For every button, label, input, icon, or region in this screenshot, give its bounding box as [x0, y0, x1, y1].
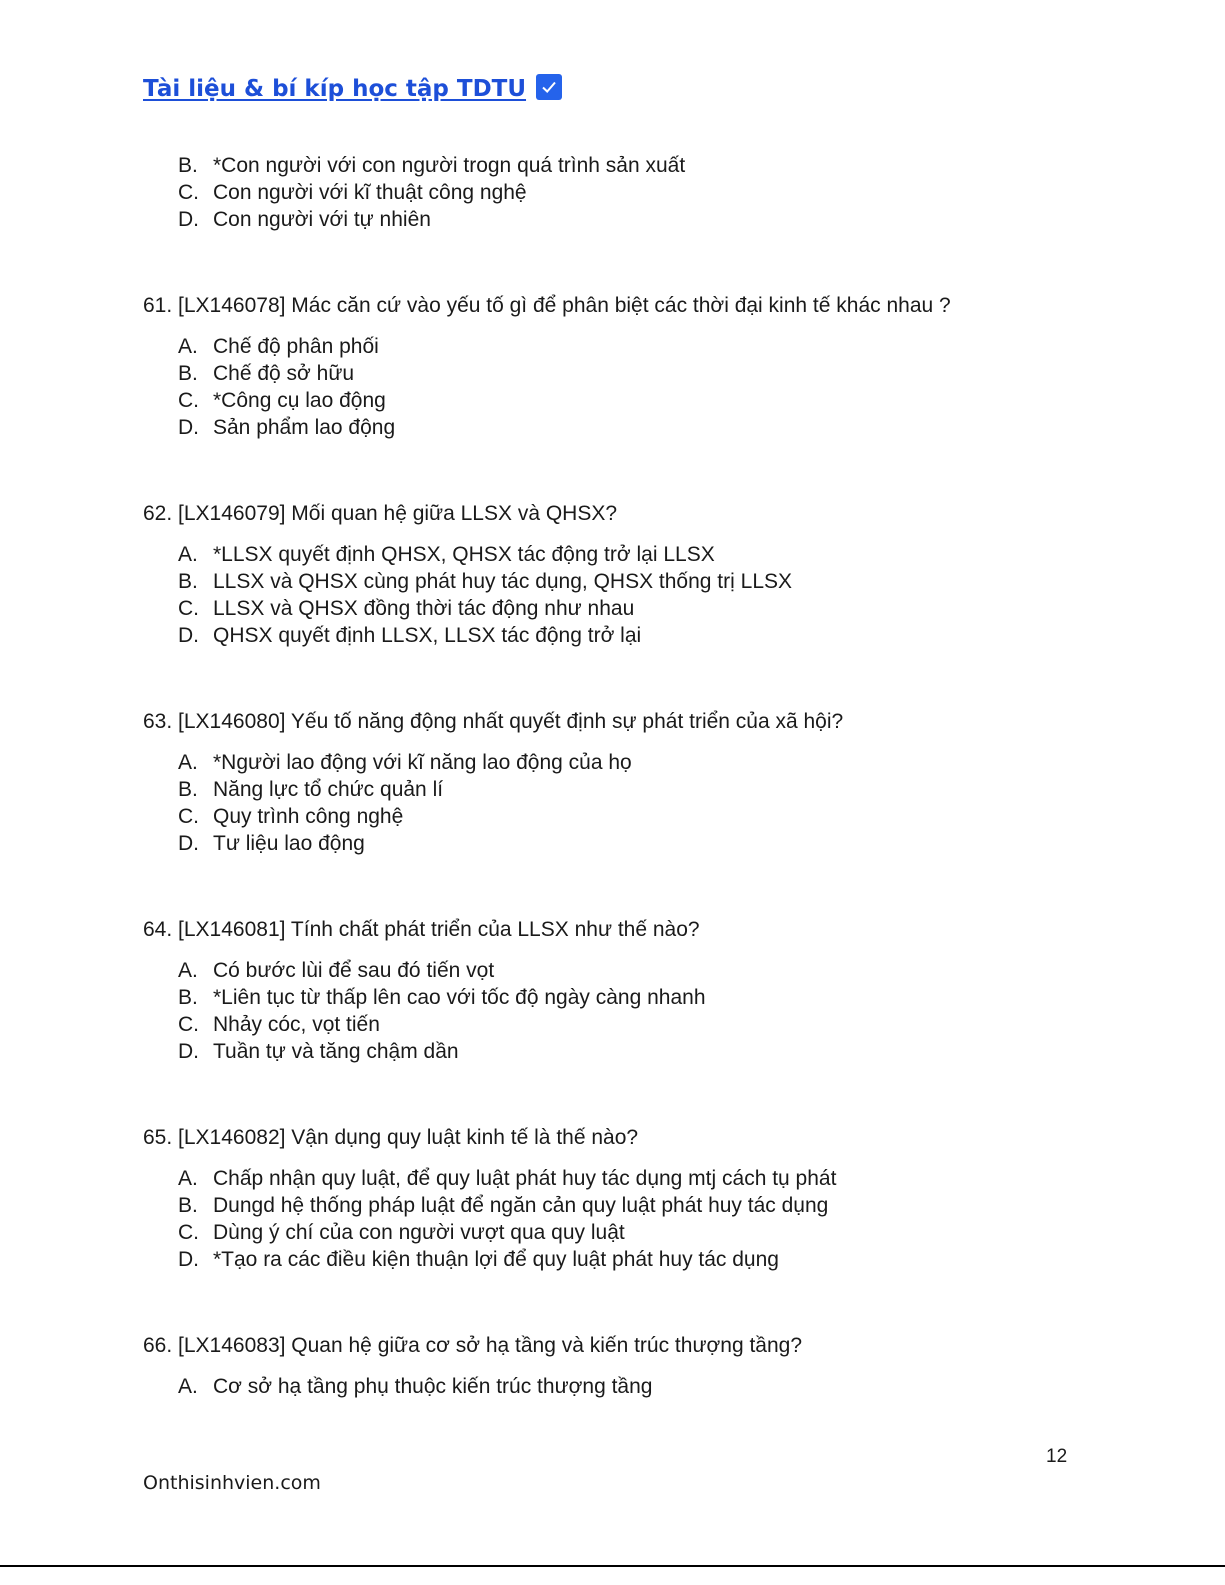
option-letter: D. — [178, 208, 199, 231]
page-number: 12 — [1046, 1446, 1068, 1467]
option-text: Dùng ý chí của con người vượt qua quy luật — [213, 1221, 625, 1244]
option-letter: D. — [178, 416, 199, 439]
option-letter: D. — [178, 832, 199, 855]
option-text: *Công cụ lao động — [213, 389, 386, 412]
answer-options — [143, 1165, 1143, 1273]
answer-option — [143, 179, 1143, 206]
option-text: Quy trình công nghệ — [213, 805, 404, 828]
option-letter: C. — [178, 181, 199, 204]
option-letter: D. — [178, 1248, 199, 1271]
answer-option — [143, 333, 1143, 360]
answer-option — [143, 1011, 1143, 1038]
previous-options — [143, 152, 1143, 233]
option-letter: D. — [178, 624, 199, 647]
answer-option — [143, 1373, 1143, 1400]
option-text: *Con người với con người trogn quá trình sản xuất — [213, 154, 686, 177]
answer-option — [143, 749, 1143, 776]
option-letter: C. — [178, 389, 199, 412]
option-letter: D. — [178, 1040, 199, 1063]
answer-option — [143, 984, 1143, 1011]
answer-option — [143, 1246, 1143, 1273]
question-list — [143, 140, 1143, 1400]
footer-site: Onthisinhvien.com — [143, 1472, 321, 1494]
option-text: LLSX và QHSX đồng thời tác động như nhau — [213, 597, 635, 620]
option-text: Nhảy cóc, vọt tiến — [213, 1013, 380, 1036]
option-text: *Tạo ra các điều kiện thuận lợi để quy luật phát huy tác dụng — [213, 1248, 779, 1271]
answer-options — [143, 541, 1143, 649]
option-letter: A. — [178, 1375, 198, 1398]
answer-options — [143, 1373, 1143, 1400]
option-text: Sản phẩm lao động — [213, 416, 396, 439]
option-letter: C. — [178, 1221, 199, 1244]
question-block — [143, 499, 1143, 649]
answer-option — [143, 206, 1143, 233]
answer-option — [143, 1165, 1143, 1192]
answer-option — [143, 1192, 1143, 1219]
option-letter: B. — [178, 154, 198, 177]
option-text: QHSX quyết định LLSX, LLSX tác động trở lại — [213, 624, 642, 647]
option-text: *Người lao động với kĩ năng lao động của họ — [213, 751, 632, 774]
answer-option — [143, 595, 1143, 622]
header-link[interactable] — [143, 74, 562, 102]
question-text: 64. [LX146081] Tính chất phát triển của LLSX như thế nào? — [143, 918, 700, 941]
bottom-rule — [0, 1565, 1225, 1567]
option-text: Tuần tự và tăng chậm dần — [213, 1040, 459, 1063]
option-letter: B. — [178, 570, 198, 593]
answer-option — [143, 541, 1143, 568]
option-text: Có bước lùi để sau đó tiến vọt — [213, 959, 495, 982]
option-letter: B. — [178, 1194, 198, 1217]
option-letter: C. — [178, 805, 199, 828]
option-text: Chấp nhận quy luật, để quy luật phát huy tác dụng mtj cách tụ phát — [213, 1167, 837, 1190]
question-block — [143, 915, 1143, 1065]
answer-option — [143, 957, 1143, 984]
answer-option — [143, 360, 1143, 387]
option-letter: A. — [178, 335, 198, 358]
answer-option — [143, 152, 1143, 179]
option-letter: B. — [178, 986, 198, 1009]
answer-option — [143, 568, 1143, 595]
answer-options — [143, 749, 1143, 857]
option-letter: A. — [178, 1167, 198, 1190]
question-text: 65. [LX146082] Vận dụng quy luật kinh tế là thế nào? — [143, 1126, 639, 1149]
answer-options — [143, 333, 1143, 441]
question-block — [143, 1123, 1143, 1273]
option-text: *Liên tục từ thấp lên cao với tốc độ ngày càng nhanh — [213, 986, 706, 1009]
option-text: Con người với tự nhiên — [213, 208, 431, 231]
question-block — [143, 1331, 1143, 1400]
question-text: 63. [LX146080] Yếu tố năng động nhất quyết định sự phát triển của xã hội? — [143, 710, 844, 733]
option-letter: C. — [178, 1013, 199, 1036]
answer-option — [143, 1219, 1143, 1246]
question-text: 62. [LX146079] Mối quan hệ giữa LLSX và QHSX? — [143, 502, 618, 525]
answer-option — [143, 1038, 1143, 1065]
question-text: 66. [LX146083] Quan hệ giữa cơ sở hạ tầng và kiến trúc thượng tầng? — [143, 1334, 803, 1357]
option-letter: A. — [178, 543, 198, 566]
question-text: 61. [LX146078] Mác căn cứ vào yếu tố gì để phân biệt các thời đại kinh tế khác nhau ? — [143, 294, 951, 317]
answer-option — [143, 622, 1143, 649]
option-letter: A. — [178, 751, 198, 774]
header-title: Tài liệu & bí kíp học tập TDTU — [143, 76, 527, 102]
answer-option — [143, 414, 1143, 441]
option-letter: B. — [178, 362, 198, 385]
option-text: Con người với kĩ thuật công nghệ — [213, 181, 527, 204]
option-text: Cơ sở hạ tầng phụ thuộc kiến trúc thượng tầng — [213, 1375, 653, 1398]
option-text: Chế độ sở hữu — [213, 362, 355, 385]
question-block — [143, 707, 1143, 857]
option-text: Dungd hệ thống pháp luật để ngăn cản quy luật phát huy tác dụng — [213, 1194, 829, 1217]
check-box-icon — [536, 74, 562, 100]
answer-options — [143, 957, 1143, 1065]
answer-option — [143, 803, 1143, 830]
option-letter: B. — [178, 778, 198, 801]
option-text: Năng lực tổ chức quản lí — [213, 778, 444, 801]
answer-option — [143, 776, 1143, 803]
option-text: Chế độ phân phối — [213, 335, 379, 358]
option-text: LLSX và QHSX cùng phát huy tác dụng, QHSX thống trị LLSX — [213, 570, 793, 593]
option-text: Tư liệu lao động — [213, 832, 365, 855]
answer-option — [143, 387, 1143, 414]
option-letter: C. — [178, 597, 199, 620]
option-letter: A. — [178, 959, 198, 982]
answer-option — [143, 830, 1143, 857]
question-block — [143, 291, 1143, 441]
option-text: *LLSX quyết định QHSX, QHSX tác động trở lại LLSX — [213, 543, 715, 566]
